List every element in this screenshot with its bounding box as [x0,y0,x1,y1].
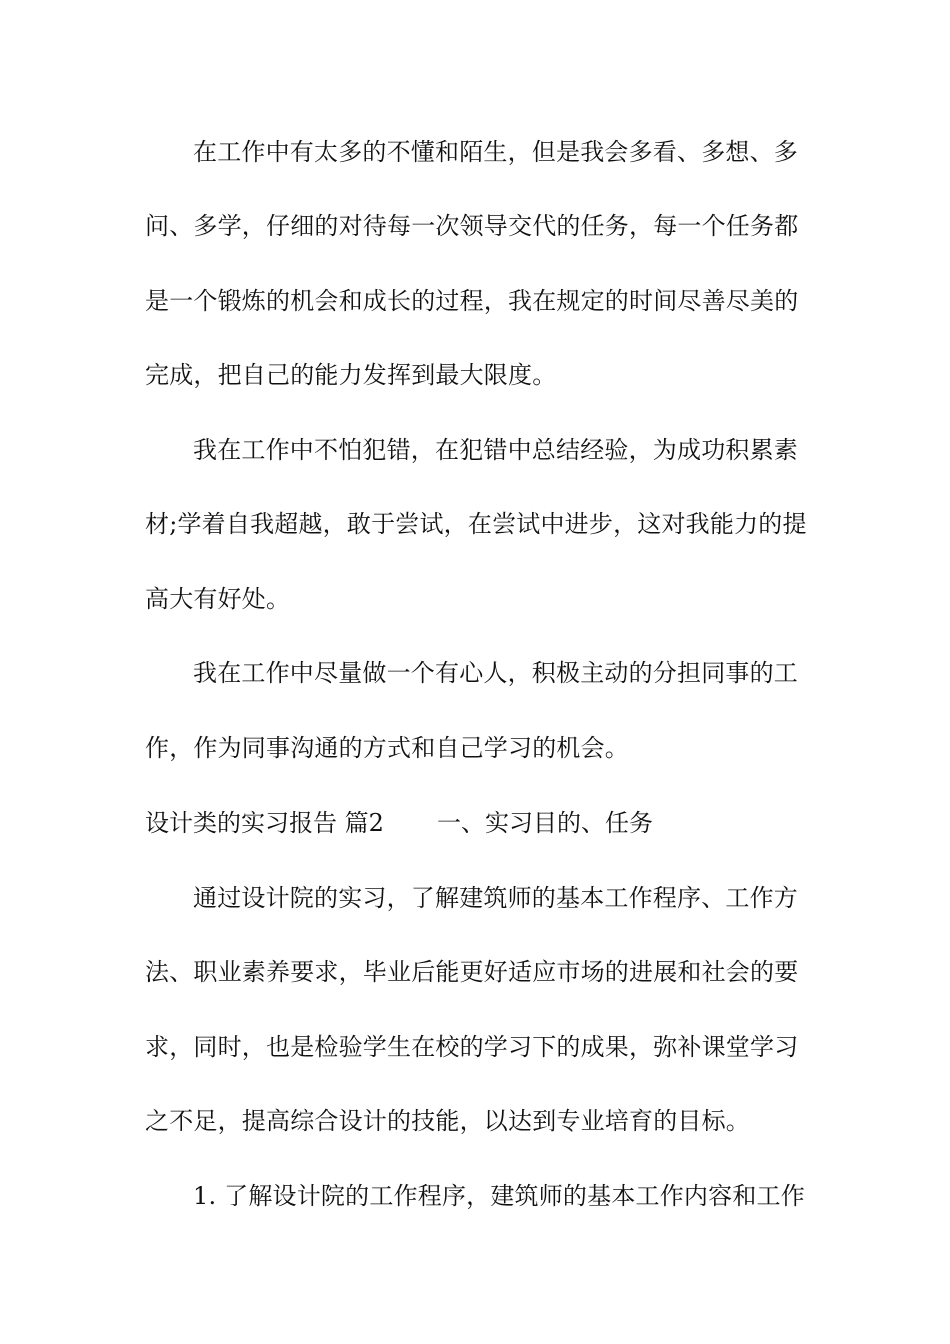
paragraph-1-line-1: 在工作中有太多的不懂和陌生，但是我会多看、多想、多 [193,138,798,166]
paragraph-2-line-2: 材;学着自我超越，敢于尝试，在尝试中进步，这对我能力的提 [145,510,807,538]
section-heading [145,807,810,839]
paragraph-3-line-1: 我在工作中尽量做一个有心人，积极主动的分担同事的工 [193,659,798,687]
paragraph-2-line-1: 我在工作中不怕犯错，在犯错中总结经验，为成功积累素 [193,436,798,464]
paragraph-4-line-1: 通过设计院的实习，了解建筑师的基本工作程序、工作方 [193,884,798,912]
paragraph-3-line-2: 作，作为同事沟通的方式和自己学习的机会。 [145,734,629,762]
paragraph-1-line-2: 问、多学，仔细的对待每一次领导交代的任务，每一个任务都 [145,212,799,240]
section-subtitle: 一、实习目的、任务 [437,809,653,837]
paragraph-4-line-4: 之不足，提高综合设计的技能，以达到专业培育的目标。 [145,1107,750,1135]
paragraph-5-line-1: 1. 了解设计院的工作程序，建筑师的基本工作内容和工作 [193,1182,805,1210]
paragraph-1-line-3: 是一个锻炼的机会和成长的过程，我在规定的时间尽善尽美的 [145,287,799,315]
section-title: 设计类的实习报告 篇2 [145,809,384,837]
paragraph-2-line-3: 高大有好处。 [145,585,291,613]
paragraph-1-line-4: 完成，把自己的能力发挥到最大限度。 [145,361,557,389]
paragraph-4-line-3: 求，同时，也是检验学生在校的学习下的成果，弥补课堂学习 [145,1033,799,1061]
paragraph-4-line-2: 法、职业素养要求，毕业后能更好适应市场的进展和社会的要 [145,958,799,986]
